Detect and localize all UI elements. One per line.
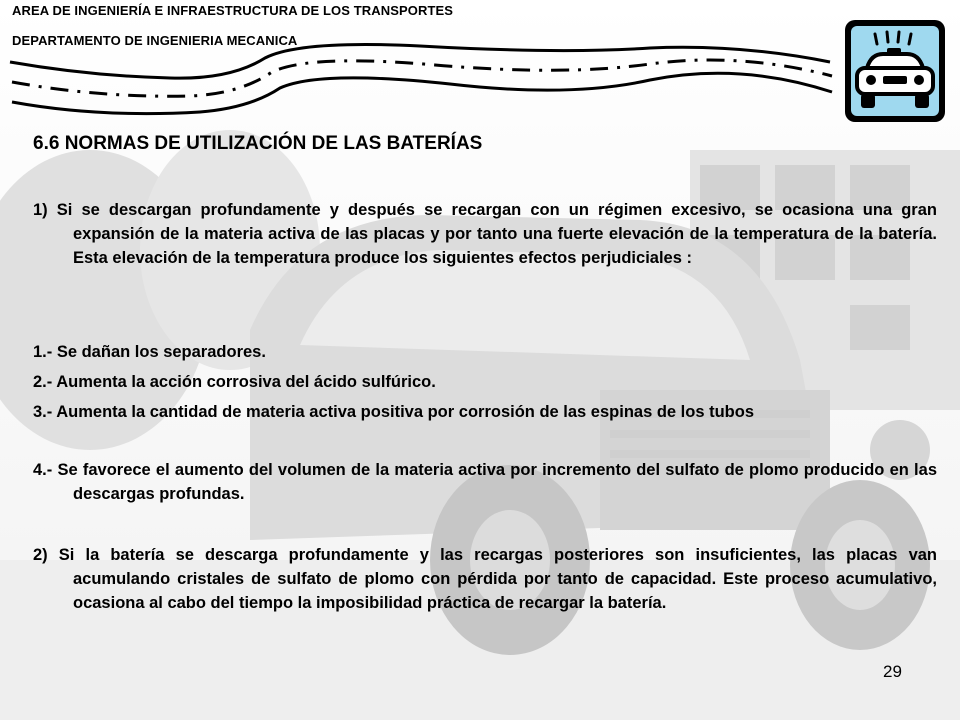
effect-item-2: 2.- Aumenta la acción corrosiva del ácido sulfúrico. bbox=[33, 373, 436, 391]
paragraph-2: 2) Si la batería se descarga profundamente y las recargas posteriores son insuficientes, las placas van acumulando cristales de sulfato de plomo con pérdida por tanto de capacidad. Este proceso acumulativo, ocasiona al cabo del tiempo la imposibilidad práctica de recargar la batería. bbox=[33, 546, 937, 612]
car-icon bbox=[843, 18, 947, 124]
section-title: 6.6 NORMAS DE UTILIZACIÓN DE LAS BATERÍAS bbox=[33, 133, 483, 154]
paragraph-1: 1) Si se descargan profundamente y después se recargan con un régimen excesivo, se ocasiona una gran expansión de la materia activa de las placas y por tanto una fuerte elevación de la temperatura de la batería. Esta elevación de la temperatura produce los siguientes efectos perjudiciales : bbox=[33, 201, 937, 267]
header-department-title: DEPARTAMENTO DE INGENIERIA MECANICA bbox=[12, 33, 298, 48]
road-decoration bbox=[0, 40, 840, 120]
page-number: 29 bbox=[883, 662, 902, 681]
header-area-title: AREA DE INGENIERÍA E INFRAESTRUCTURA DE LOS TRANSPORTES bbox=[12, 3, 454, 18]
effect-item-1: 1.- Se dañan los separadores. bbox=[33, 343, 266, 361]
effect-item-3: 3.- Aumenta la cantidad de materia activa positiva por corrosión de las espinas de los tubos bbox=[33, 403, 755, 421]
effect-item-4: 4.- Se favorece el aumento del volumen de la materia activa por incremento del sulfato de plomo producido en las descargas profundas. bbox=[33, 461, 937, 503]
